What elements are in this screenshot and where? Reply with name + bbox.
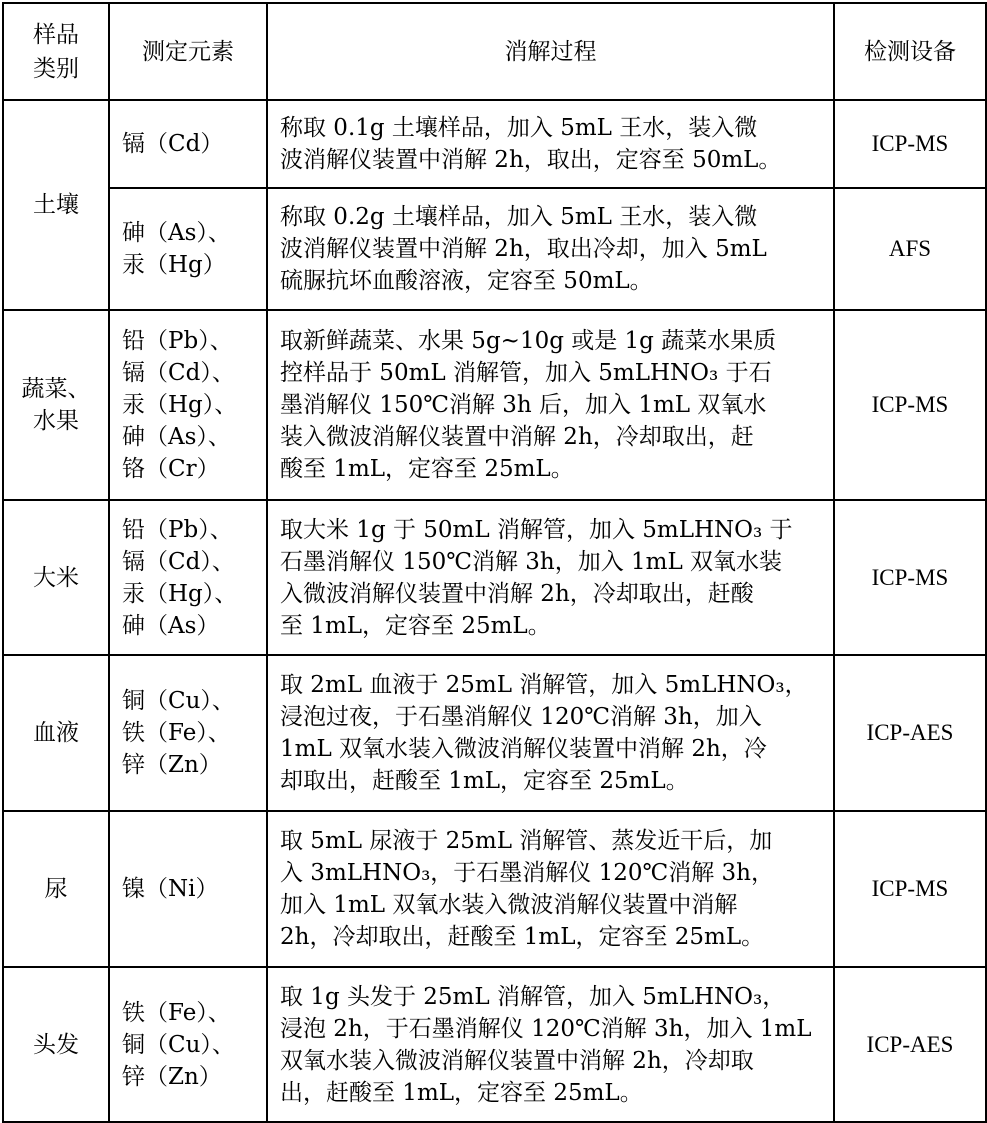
equipment-cell: ICP-MS [834, 811, 986, 967]
elements-cell: 铁（Fe）、 铜（Cu）、 锌（Zn） [109, 967, 267, 1122]
sample-category-cell: 血液 [3, 655, 109, 811]
process-cell: 取 5mL 尿液于 25mL 消解管、蒸发近干后，加 入 3mLHNO₃，于石墨消解仪 120℃消解 3h， 加入 1mL 双氧水装入微波消解仪装置中消解 2h，冷却取出，赶酸至 1mL，定容至 25mL。 [267, 811, 834, 967]
process-cell: 取 2mL 血液于 25mL 消解管，加入 5mLHNO₃， 浸泡过夜，于石墨消解仪 120℃消解 3h，加入 1mL 双氧水装入微波消解仪装置中消解 2h，冷 却取出，赶酸至 1mL，定容至 25mL。 [267, 655, 834, 811]
table-row [3, 811, 986, 967]
table-row [3, 100, 986, 188]
header-process: 消解过程 [267, 3, 834, 100]
header-row [3, 3, 986, 100]
header-elements: 测定元素 [109, 3, 267, 100]
elements-cell: 镍（Ni） [109, 811, 267, 967]
elements-cell: 镉（Cd） [109, 100, 267, 188]
elements-cell: 铜（Cu）、 铁（Fe）、 锌（Zn） [109, 655, 267, 811]
sample-category-cell: 尿 [3, 811, 109, 967]
elements-cell: 砷（As）、 汞（Hg） [109, 188, 267, 310]
table-row [3, 655, 986, 811]
elements-cell: 铅（Pb）、 镉（Cd）、 汞（Hg）、 砷（As） [109, 500, 267, 655]
equipment-cell: ICP-AES [834, 655, 986, 811]
process-cell: 取新鲜蔬菜、水果 5g~10g 或是 1g 蔬菜水果质 控样品于 50mL 消解管，加入 5mLHNO₃ 于石 墨消解仪 150℃消解 3h 后，加入 1mL 双氧水 装入微波消解仪装置中消解 2h，冷却取出，赶 酸至 1mL，定容至 25mL。 [267, 310, 834, 500]
equipment-cell: ICP-MS [834, 310, 986, 500]
equipment-cell: AFS [834, 188, 986, 310]
elements-cell: 铅（Pb）、 镉（Cd）、 汞（Hg）、 砷（As）、 铬（Cr） [109, 310, 267, 500]
table-row [3, 188, 986, 310]
table-row [3, 310, 986, 500]
sample-category-cell: 大米 [3, 500, 109, 655]
process-cell: 取 1g 头发于 25mL 消解管，加入 5mLHNO₃， 浸泡 2h，于石墨消解仪 120℃消解 3h，加入 1mL 双氧水装入微波消解仪装置中消解 2h，冷却取 出，赶酸至 1mL，定容至 25mL。 [267, 967, 834, 1122]
equipment-cell: ICP-AES [834, 967, 986, 1122]
equipment-cell: ICP-MS [834, 100, 986, 188]
sample-category-cell: 蔬菜、 水果 [3, 310, 109, 500]
process-cell: 称取 0.1g 土壤样品，加入 5mL 王水，装入微 波消解仪装置中消解 2h，取出，定容至 50mL。 [267, 100, 834, 188]
table-row [3, 500, 986, 655]
table-row [3, 967, 986, 1122]
header-equipment: 检测设备 [834, 3, 986, 100]
header-sample-category: 样品 类别 [3, 3, 109, 100]
sample-category-cell: 头发 [3, 967, 109, 1122]
sample-category-cell: 土壤 [3, 100, 109, 310]
process-cell: 取大米 1g 于 50mL 消解管，加入 5mLHNO₃ 于 石墨消解仪 150℃消解 3h，加入 1mL 双氧水装 入微波消解仪装置中消解 2h，冷却取出，赶酸 至 1mL，定容至 25mL。 [267, 500, 834, 655]
process-cell: 称取 0.2g 土壤样品，加入 5mL 王水，装入微 波消解仪装置中消解 2h，取出冷却，加入 5mL 硫脲抗坏血酸溶液，定容至 50mL。 [267, 188, 834, 310]
equipment-cell: ICP-MS [834, 500, 986, 655]
digestion-method-table [2, 2, 987, 1123]
